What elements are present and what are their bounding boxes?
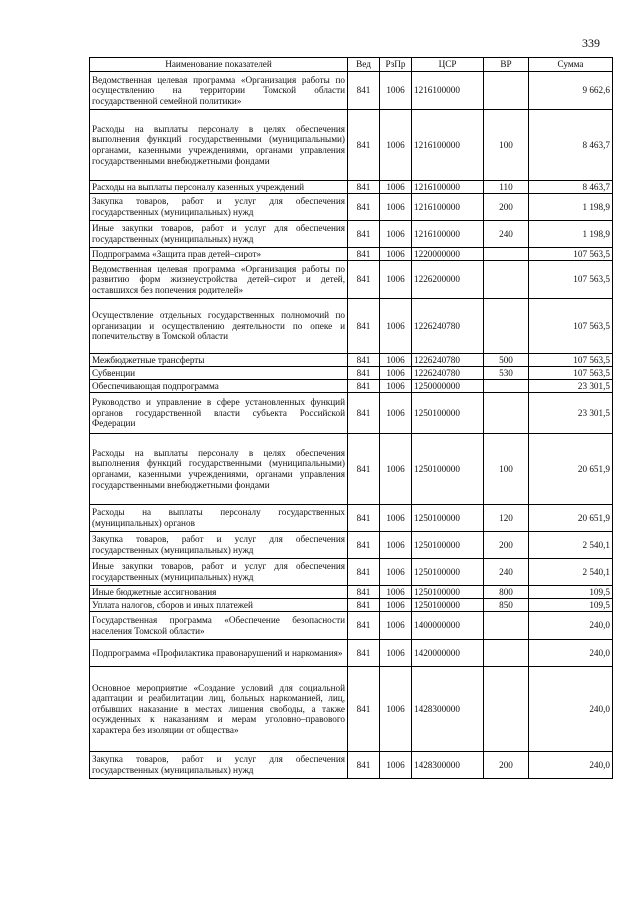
cell-name: Обеспечивающая подпрограмма bbox=[90, 380, 348, 393]
cell-vr bbox=[484, 640, 529, 667]
cell-vr: 200 bbox=[484, 532, 529, 559]
cell-name: Государственная программа «Обеспечение безопасности населения Томской области» bbox=[90, 612, 348, 640]
cell-ved: 841 bbox=[348, 434, 380, 505]
cell-sum: 109,5 bbox=[529, 599, 613, 612]
cell-rzpr: 1006 bbox=[380, 194, 412, 221]
cell-rzpr: 1006 bbox=[380, 393, 412, 434]
header-csr: ЦСР bbox=[412, 58, 484, 72]
cell-csr: 1226240780 bbox=[412, 299, 484, 354]
cell-ved: 841 bbox=[348, 110, 380, 181]
cell-ved: 841 bbox=[348, 181, 380, 194]
cell-vr: 240 bbox=[484, 559, 529, 586]
header-sum: Сумма bbox=[529, 58, 613, 72]
cell-vr: 200 bbox=[484, 194, 529, 221]
cell-ved: 841 bbox=[348, 612, 380, 640]
cell-rzpr: 1006 bbox=[380, 532, 412, 559]
table-row bbox=[90, 354, 613, 367]
cell-rzpr: 1006 bbox=[380, 367, 412, 380]
cell-sum: 23 301,5 bbox=[529, 393, 613, 434]
cell-name: Иные закупки товаров, работ и услуг для обеспечения государственных (муниципальных) нужд bbox=[90, 559, 348, 586]
cell-rzpr: 1006 bbox=[380, 586, 412, 599]
cell-name: Расходы на выплаты персоналу казенных учреждений bbox=[90, 181, 348, 194]
cell-vr: 110 bbox=[484, 181, 529, 194]
cell-csr: 1250100000 bbox=[412, 559, 484, 586]
cell-ved: 841 bbox=[348, 559, 380, 586]
cell-sum: 9 662,6 bbox=[529, 72, 613, 110]
cell-ved: 841 bbox=[348, 599, 380, 612]
table-row bbox=[90, 194, 613, 221]
cell-sum: 8 463,7 bbox=[529, 181, 613, 194]
cell-sum: 107 563,5 bbox=[529, 299, 613, 354]
table-row bbox=[90, 221, 613, 248]
cell-vr: 850 bbox=[484, 599, 529, 612]
cell-csr: 1400000000 bbox=[412, 612, 484, 640]
cell-vr: 200 bbox=[484, 752, 529, 779]
cell-csr: 1428300000 bbox=[412, 667, 484, 752]
cell-rzpr: 1006 bbox=[380, 380, 412, 393]
table-row bbox=[90, 181, 613, 194]
cell-name: Ведомственная целевая программа «Организация работы по осуществлению на территории Томской области государственной семейной политики» bbox=[90, 72, 348, 110]
cell-sum: 2 540,1 bbox=[529, 532, 613, 559]
header-ved: Вед bbox=[348, 58, 380, 72]
cell-vr bbox=[484, 380, 529, 393]
cell-csr: 1250100000 bbox=[412, 505, 484, 532]
cell-csr: 1250100000 bbox=[412, 434, 484, 505]
cell-csr: 1250100000 bbox=[412, 599, 484, 612]
header-vr: ВР bbox=[484, 58, 529, 72]
cell-sum: 23 301,5 bbox=[529, 380, 613, 393]
page-number: 339 bbox=[582, 36, 600, 50]
cell-rzpr: 1006 bbox=[380, 559, 412, 586]
cell-csr: 1216100000 bbox=[412, 181, 484, 194]
table-row bbox=[90, 559, 613, 586]
cell-vr bbox=[484, 261, 529, 299]
header-rzpr: РзПр bbox=[380, 58, 412, 72]
cell-vr: 800 bbox=[484, 586, 529, 599]
cell-name: Иные закупки товаров, работ и услуг для обеспечения государственных (муниципальных) нужд bbox=[90, 221, 348, 248]
cell-rzpr: 1006 bbox=[380, 181, 412, 194]
cell-rzpr: 1006 bbox=[380, 221, 412, 248]
cell-name: Подпрограмма «Профилактика правонарушений и наркомания» bbox=[90, 640, 348, 667]
cell-sum: 20 651,9 bbox=[529, 434, 613, 505]
cell-name: Руководство и управление в сфере установленных функций органов государственной власти субъекта Российской Федерации bbox=[90, 393, 348, 434]
cell-csr: 1216100000 bbox=[412, 72, 484, 110]
cell-name: Закупка товаров, работ и услуг для обеспечения государственных (муниципальных) нужд bbox=[90, 194, 348, 221]
cell-rzpr: 1006 bbox=[380, 434, 412, 505]
cell-csr: 1250100000 bbox=[412, 393, 484, 434]
cell-name: Расходы на выплаты персоналу в целях обеспечения выполнения функций государственными (муниципальными) органами, казенными учреждениями, органами управления государственными внебюджетными фондами bbox=[90, 110, 348, 181]
table-row bbox=[90, 434, 613, 505]
budget-table bbox=[89, 57, 613, 779]
cell-rzpr: 1006 bbox=[380, 752, 412, 779]
cell-ved: 841 bbox=[348, 354, 380, 367]
table-row bbox=[90, 261, 613, 299]
cell-name: Осуществление отдельных государственных полномочий по организации и осуществлению деятельности по опеке и попечительству в Томской области bbox=[90, 299, 348, 354]
cell-ved: 841 bbox=[348, 261, 380, 299]
cell-ved: 841 bbox=[348, 640, 380, 667]
cell-csr: 1226240780 bbox=[412, 367, 484, 380]
cell-csr: 1216100000 bbox=[412, 110, 484, 181]
table-row bbox=[90, 586, 613, 599]
cell-ved: 841 bbox=[348, 299, 380, 354]
cell-name: Закупка товаров, работ и услуг для обеспечения государственных (муниципальных) нужд bbox=[90, 752, 348, 779]
cell-vr bbox=[484, 612, 529, 640]
cell-ved: 841 bbox=[348, 393, 380, 434]
cell-sum: 240,0 bbox=[529, 752, 613, 779]
table-row bbox=[90, 532, 613, 559]
cell-sum: 107 563,5 bbox=[529, 261, 613, 299]
cell-name: Расходы на выплаты персоналу государственных (муниципальных) органов bbox=[90, 505, 348, 532]
header-name: Наименование показателей bbox=[90, 58, 348, 72]
cell-ved: 841 bbox=[348, 586, 380, 599]
table-row bbox=[90, 380, 613, 393]
cell-ved: 841 bbox=[348, 72, 380, 110]
cell-ved: 841 bbox=[348, 194, 380, 221]
cell-sum: 2 540,1 bbox=[529, 559, 613, 586]
cell-ved: 841 bbox=[348, 221, 380, 248]
table-row bbox=[90, 640, 613, 667]
cell-csr: 1250100000 bbox=[412, 586, 484, 599]
cell-rzpr: 1006 bbox=[380, 599, 412, 612]
cell-rzpr: 1006 bbox=[380, 261, 412, 299]
cell-name: Ведомственная целевая программа «Организация работы по развитию форм жизнеустройства детей–сирот и детей, оставшихся без попечения родителей» bbox=[90, 261, 348, 299]
cell-rzpr: 1006 bbox=[380, 354, 412, 367]
cell-rzpr: 1006 bbox=[380, 110, 412, 181]
cell-sum: 1 198,9 bbox=[529, 194, 613, 221]
cell-vr bbox=[484, 393, 529, 434]
cell-rzpr: 1006 bbox=[380, 505, 412, 532]
table-row bbox=[90, 299, 613, 354]
table-header-row bbox=[90, 58, 613, 72]
cell-name: Подпрограмма «Защита прав детей–сирот» bbox=[90, 248, 348, 261]
cell-csr: 1226240780 bbox=[412, 354, 484, 367]
table-row bbox=[90, 393, 613, 434]
cell-name: Основное мероприятие «Создание условий для социальной адаптации и реабилитации лиц, больных наркоманией, лиц, отбывших наказание в местах лишения свободы, а также осужденных к наказаниям и мерам уголовно–правового характера без изоляции от общества» bbox=[90, 667, 348, 752]
cell-ved: 841 bbox=[348, 532, 380, 559]
cell-sum: 20 651,9 bbox=[529, 505, 613, 532]
cell-sum: 107 563,5 bbox=[529, 367, 613, 380]
table-body bbox=[90, 72, 613, 779]
cell-vr bbox=[484, 299, 529, 354]
cell-vr: 120 bbox=[484, 505, 529, 532]
cell-csr: 1216100000 bbox=[412, 194, 484, 221]
cell-vr: 530 bbox=[484, 367, 529, 380]
cell-vr: 500 bbox=[484, 354, 529, 367]
cell-vr bbox=[484, 72, 529, 110]
cell-ved: 841 bbox=[348, 367, 380, 380]
cell-csr: 1250100000 bbox=[412, 532, 484, 559]
cell-vr: 240 bbox=[484, 221, 529, 248]
cell-csr: 1428300000 bbox=[412, 752, 484, 779]
cell-ved: 841 bbox=[348, 380, 380, 393]
table-row bbox=[90, 505, 613, 532]
cell-vr bbox=[484, 667, 529, 752]
cell-vr: 100 bbox=[484, 110, 529, 181]
cell-vr: 100 bbox=[484, 434, 529, 505]
cell-rzpr: 1006 bbox=[380, 72, 412, 110]
table-row bbox=[90, 248, 613, 261]
table-row bbox=[90, 110, 613, 181]
cell-rzpr: 1006 bbox=[380, 612, 412, 640]
cell-rzpr: 1006 bbox=[380, 667, 412, 752]
cell-name: Расходы на выплаты персоналу в целях обеспечения выполнения функций государственными (муниципальными) органами, казенными учреждениями, органами управления государственными внебюджетными фондами bbox=[90, 434, 348, 505]
cell-sum: 240,0 bbox=[529, 667, 613, 752]
table-row bbox=[90, 752, 613, 779]
cell-name: Межбюджетные трансферты bbox=[90, 354, 348, 367]
cell-csr: 1420000000 bbox=[412, 640, 484, 667]
cell-name: Иные бюджетные ассигнования bbox=[90, 586, 348, 599]
cell-csr: 1216100000 bbox=[412, 221, 484, 248]
cell-sum: 107 563,5 bbox=[529, 354, 613, 367]
cell-ved: 841 bbox=[348, 505, 380, 532]
cell-csr: 1226200000 bbox=[412, 261, 484, 299]
table-row bbox=[90, 367, 613, 380]
cell-name: Уплата налогов, сборов и иных платежей bbox=[90, 599, 348, 612]
cell-rzpr: 1006 bbox=[380, 299, 412, 354]
cell-name: Закупка товаров, работ и услуг для обеспечения государственных (муниципальных) нужд bbox=[90, 532, 348, 559]
table-row bbox=[90, 612, 613, 640]
cell-vr bbox=[484, 248, 529, 261]
cell-ved: 841 bbox=[348, 752, 380, 779]
cell-ved: 841 bbox=[348, 248, 380, 261]
cell-csr: 1220000000 bbox=[412, 248, 484, 261]
cell-rzpr: 1006 bbox=[380, 248, 412, 261]
cell-name: Субвенции bbox=[90, 367, 348, 380]
table-row bbox=[90, 599, 613, 612]
cell-sum: 8 463,7 bbox=[529, 110, 613, 181]
cell-sum: 107 563,5 bbox=[529, 248, 613, 261]
table-row bbox=[90, 667, 613, 752]
cell-csr: 1250000000 bbox=[412, 380, 484, 393]
cell-sum: 109,5 bbox=[529, 586, 613, 599]
cell-rzpr: 1006 bbox=[380, 640, 412, 667]
cell-sum: 240,0 bbox=[529, 640, 613, 667]
cell-ved: 841 bbox=[348, 667, 380, 752]
table-row bbox=[90, 72, 613, 110]
cell-sum: 1 198,9 bbox=[529, 221, 613, 248]
cell-sum: 240,0 bbox=[529, 612, 613, 640]
